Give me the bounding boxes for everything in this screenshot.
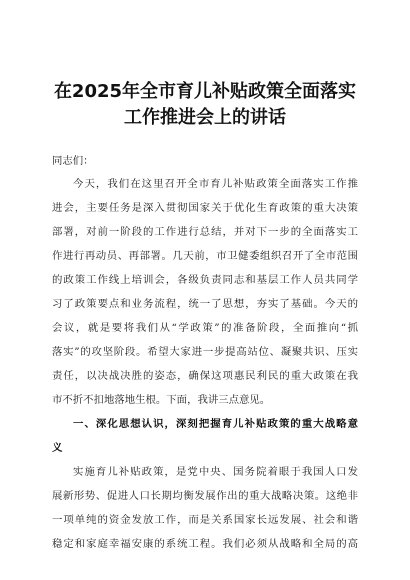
paragraph-line: 部署，对前一阶段的工作进行总结，并对下一步的全面落实工 bbox=[52, 226, 358, 238]
paragraph-line: 落实”的攻坚阶段。希望大家进一步提高站位、凝聚共识、压实 bbox=[52, 346, 358, 358]
document-body bbox=[52, 150, 358, 556]
paragraph-line: 的政策工作线上培训会，各级负责同志和基层工作人员共同学 bbox=[52, 274, 358, 286]
heading-line: 义 bbox=[52, 442, 63, 454]
paragraph-line: 习了政策要点和业务流程，统一了思想，夯实了基础。今天的 bbox=[52, 298, 358, 310]
paragraph-line: 进会，主要任务是深入贯彻国家关于优化生育政策的重大决策 bbox=[52, 202, 358, 214]
paragraph-line: 责任，以决战决胜的姿态，确保这项惠民利民的重大政策在我 bbox=[52, 370, 358, 382]
paragraph-2 bbox=[52, 460, 358, 556]
paragraph-line: 市不折不扣地落地生根。下面，我讲三点意见。 bbox=[52, 394, 271, 406]
paragraph-line: 稳定和家庭幸福安康的系统工程。我们必须从战略和全局的高 bbox=[52, 538, 358, 550]
paragraph-line: 实施育儿补贴政策，是党中央、国务院着眼于我国人口发 bbox=[73, 466, 358, 478]
paragraph-line: 会议，就是要将我们从“学政策”的准备阶段，全面推向“抓 bbox=[52, 322, 358, 334]
title-line-1: 在2025年全市育儿补贴政策全面落实 bbox=[53, 81, 357, 102]
paragraph-line: 作进行再动员、再部署。几天前，市卫健委组织召开了全市范围 bbox=[52, 250, 358, 262]
section-heading-1 bbox=[52, 412, 358, 460]
paragraph-line: 今天，我们在这里召开全市育儿补贴政策全面落实工作推 bbox=[73, 178, 358, 190]
heading-line: 一、深化思想认识，深刻把握育儿补贴政策的重大战略意 bbox=[73, 418, 358, 430]
title-line-2: 工作推进会上的讲话 bbox=[124, 107, 286, 128]
salutation: 同志们： bbox=[52, 155, 94, 167]
paragraph-1 bbox=[52, 172, 358, 412]
document-title bbox=[30, 79, 380, 131]
paragraph-line: 一项单纯的资金发放工作，而是关系国家长远发展、社会和谐 bbox=[52, 514, 358, 526]
paragraph-line: 展新形势、促进人口长期均衡发展作出的重大战略决策。这绝非 bbox=[52, 490, 358, 502]
